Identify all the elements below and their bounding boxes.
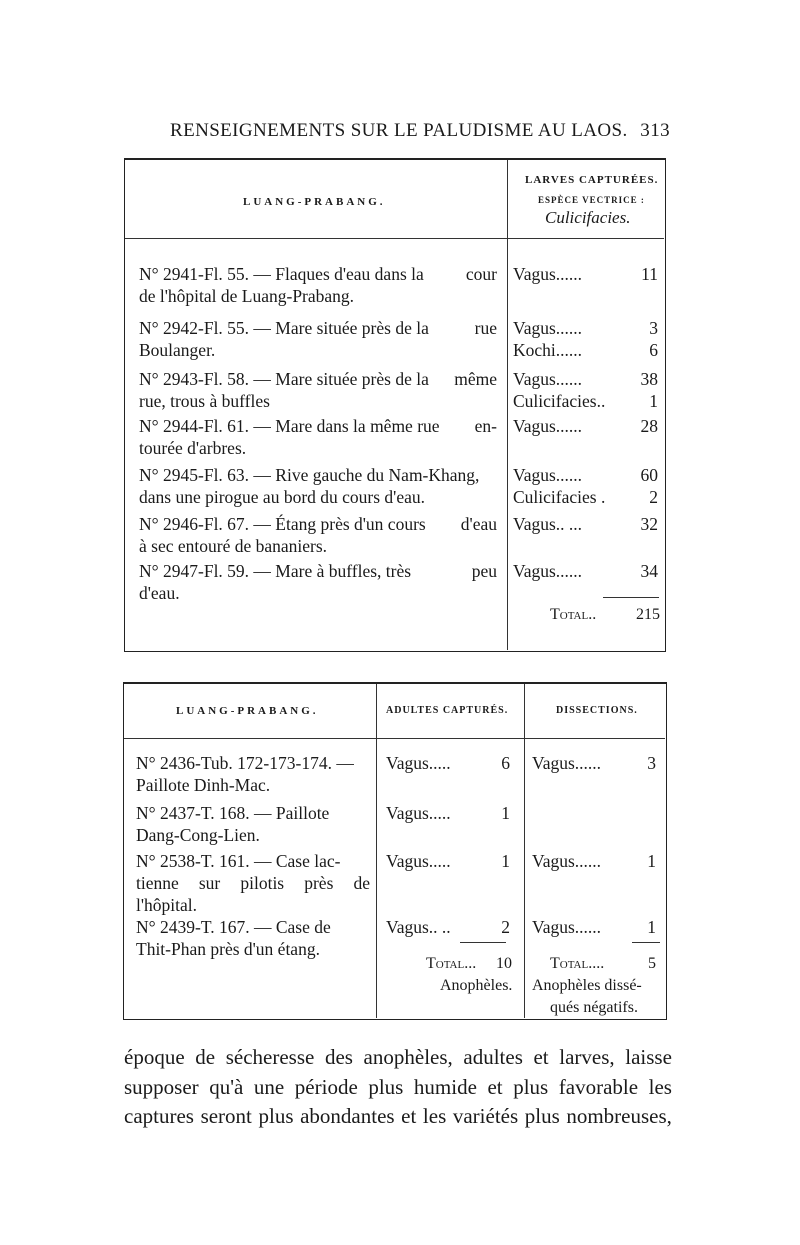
running-header — [170, 120, 670, 146]
table1-entry-line-2: d'eau. — [139, 583, 180, 603]
table1-right-heading: LARVES CAPTURÉES. — [525, 174, 659, 186]
table2-right-total-label: Total.... — [550, 955, 605, 972]
table2-left-heading: LUANG-PRABANG. — [176, 705, 319, 717]
table1-entry — [139, 263, 497, 307]
paragraph-word: humide — [413, 1074, 477, 1099]
table1-entry-text: N° 2941-Fl. 55. — Flaques d'eau dans la — [139, 264, 424, 284]
table1-header-rule — [125, 238, 664, 239]
table2-right-note-2: qués négatifs. — [550, 999, 638, 1016]
table1-species-count — [513, 368, 658, 390]
paragraph-word: période — [294, 1074, 358, 1099]
table2-entry-line: Dang-Cong-Lien. — [136, 825, 260, 845]
adults-count: 1 — [501, 851, 510, 871]
table1-entry-text: N° 2945-Fl. 63. — Rive gauche du Nam-Khang, — [139, 465, 480, 485]
table2-adults-cell — [386, 916, 510, 938]
table1-entry-line-2: à sec entouré de bananiers. — [139, 536, 328, 556]
paragraph-word: les — [422, 1104, 447, 1128]
paragraph-word: anophèles, — [363, 1045, 453, 1069]
paragraph-word: variétés — [452, 1104, 519, 1128]
paragraph-word: plus — [524, 1104, 560, 1128]
table1-entry — [139, 513, 497, 557]
table1-species-count — [513, 390, 658, 412]
species-name: Vagus...... — [513, 369, 583, 389]
table1-species-count — [513, 263, 658, 285]
species-name: Vagus.. ... — [513, 514, 583, 534]
species-count: 60 — [640, 465, 658, 485]
header-title: RENSEIGNEMENTS SUR LE PALUDISME AU LAOS. — [170, 120, 628, 141]
paragraph-word: captures — [124, 1104, 194, 1128]
table2-entry — [136, 802, 370, 846]
table1-entry — [139, 317, 497, 361]
paragraph-word: une — [253, 1074, 285, 1099]
paragraph-word: nombreuses, — [566, 1104, 672, 1128]
table2-entry-line: N° 2439-T. 167. — Case de — [136, 917, 331, 937]
table1-total-rule — [603, 597, 659, 598]
table1-capture-cell — [513, 560, 658, 582]
species-name: Vagus...... — [513, 318, 583, 338]
table1-left-heading: LUANG-PRABANG. — [243, 196, 386, 208]
table1-entry-text-end: peu — [471, 561, 497, 581]
table2-entry — [136, 850, 370, 916]
table2-adults-cell — [386, 802, 510, 824]
table1-species-count — [513, 560, 658, 582]
table2-header-rule — [124, 738, 665, 739]
adults-species: Vagus..... — [386, 803, 451, 823]
table1-total-value: 215 — [636, 606, 660, 623]
species-count: 1 — [649, 391, 658, 411]
paragraph-line — [124, 1102, 672, 1132]
table1-species-name: Culicifacies. — [545, 208, 631, 227]
table2-entry-line: N° 2437-T. 168. — Paillote — [136, 803, 330, 823]
table1-entry-line-2: tourée d'arbres. — [139, 438, 247, 458]
table1-species-count — [513, 464, 658, 486]
species-name: Kochi...... — [513, 340, 583, 360]
table2-mid-total-rule — [460, 942, 506, 943]
dissection-species: Vagus...... — [532, 851, 602, 871]
table1-entry — [139, 464, 497, 508]
dissection-count: 1 — [647, 917, 656, 937]
table1-entry-text-end: en- — [474, 416, 497, 436]
table1-entry-text: N° 2946-Fl. 67. — Étang près d'un cours — [139, 514, 426, 534]
body-paragraph — [124, 1043, 672, 1132]
table1-capture-cell — [513, 415, 658, 437]
species-name: Vagus...... — [513, 561, 583, 581]
paragraph-word: supposer — [124, 1074, 199, 1099]
species-name: Culicifacies.. — [513, 391, 606, 411]
table1-entry-text-end: d'eau — [460, 514, 497, 534]
page-number: 313 — [640, 120, 670, 141]
paragraph-word: les — [648, 1074, 672, 1099]
species-count: 11 — [641, 264, 658, 284]
table1-capture-cell — [513, 368, 658, 412]
paragraph-word: de — [195, 1045, 216, 1069]
table2-entry-line: l'hôpital. — [136, 895, 197, 915]
table1-entry-text: N° 2944-Fl. 61. — Mare dans la même rue — [139, 416, 440, 436]
table1-entry-text-end: rue — [474, 318, 497, 338]
paragraph-word: larves, — [559, 1045, 615, 1069]
paragraph-word: seront — [200, 1104, 252, 1128]
table2-entry-line: N° 2538-T. 161. — Case lac- — [136, 851, 341, 871]
table2-right-total-rule — [632, 942, 660, 943]
table2-entry-line: tienne sur pilotis près de — [136, 873, 370, 893]
dissection-count: 3 — [647, 753, 656, 773]
paragraph-word: plus — [513, 1074, 549, 1099]
table1-species-count — [513, 415, 658, 437]
table1-entry-line-2: rue, trous à buffles — [139, 391, 270, 411]
table1-capture-cell — [513, 317, 658, 361]
species-name: Culicifacies . — [513, 487, 606, 507]
dissection-count: 1 — [647, 851, 656, 871]
table2-dissection-cell — [532, 752, 656, 774]
table1-entry-line-1 — [139, 560, 497, 582]
table1-species-label: ESPÈCE VECTRICE : — [538, 195, 645, 205]
species-count: 38 — [640, 369, 658, 389]
species-count: 3 — [649, 318, 658, 338]
table1-entry-line-1 — [139, 263, 497, 285]
paragraph-word: et — [533, 1045, 549, 1069]
species-count: 32 — [640, 514, 658, 534]
table1-entry-line-2: dans une pirogue au bord du cours d'eau. — [139, 487, 425, 507]
paragraph-word: qu'à — [209, 1074, 244, 1099]
table2-mid-total — [426, 955, 512, 973]
species-name: Vagus...... — [513, 264, 583, 284]
species-name: Vagus...... — [513, 465, 583, 485]
table1-entry-line-1 — [139, 513, 497, 535]
species-name: Vagus...... — [513, 416, 583, 436]
species-count: 2 — [649, 487, 658, 507]
table1-entry-line-1 — [139, 415, 497, 437]
dissection-species: Vagus...... — [532, 753, 602, 773]
table1-species-count — [513, 339, 658, 361]
table2-right-note-1: Anophèles dissé- — [532, 977, 642, 994]
paragraph-word: adultes — [463, 1045, 523, 1069]
table1-entry-text-end: cour — [465, 264, 497, 284]
paragraph-word: plus — [258, 1104, 294, 1128]
table2-middle-heading: ADULTES CAPTURÉS. — [386, 705, 509, 716]
table2-right-heading: DISSECTIONS. — [556, 705, 638, 716]
table1-entry-line-2: Boulanger. — [139, 340, 216, 360]
species-count: 28 — [640, 416, 658, 436]
paragraph-line — [124, 1073, 672, 1103]
table1-entry-text: N° 2947-Fl. 59. — Mare à buffles, très — [139, 561, 412, 581]
table1-entry-line-1 — [139, 464, 497, 486]
paragraph-word: époque — [124, 1045, 185, 1069]
paragraph-word: et — [401, 1104, 417, 1128]
paragraph-word: sécheresse — [225, 1045, 315, 1069]
table1-capture-cell — [513, 513, 658, 535]
table1-entry-line-1 — [139, 368, 497, 390]
table1-species-count — [513, 317, 658, 339]
table1-total-label: Total.. — [550, 606, 597, 623]
table2-entry-line: Paillote Dinh-Mac. — [136, 775, 271, 795]
table2-adults-cell — [386, 850, 510, 872]
table1-entry-text: N° 2943-Fl. 58. — Mare située près de la — [139, 369, 429, 389]
table2-entry-line: N° 2436-Tub. 172-173-174. — — [136, 753, 354, 773]
species-count: 34 — [640, 561, 658, 581]
adults-species: Vagus.. .. — [386, 917, 451, 937]
adults-table — [123, 682, 667, 1020]
table2-dissection-cell — [532, 916, 656, 938]
table2-entry-line: Thit-Phan près d'un étang. — [136, 939, 320, 959]
paragraph-word: et — [487, 1074, 503, 1099]
table2-divider-1 — [376, 684, 377, 1018]
dissection-species: Vagus...... — [532, 917, 602, 937]
table1-capture-cell — [513, 464, 658, 508]
paragraph-word: plus — [368, 1074, 404, 1099]
table2-adults-cell — [386, 752, 510, 774]
table2-mid-total-value: 10 — [496, 955, 512, 972]
table1-entry — [139, 415, 497, 459]
table1-entry-line-2: de l'hôpital de Luang-Prabang. — [139, 286, 355, 306]
table2-entry — [136, 752, 370, 796]
table1-entry — [139, 560, 497, 604]
table2-mid-total-label: Total... — [426, 955, 477, 972]
table2-divider-2 — [524, 684, 525, 1018]
paragraph-word: abondantes — [300, 1104, 395, 1128]
table2-dissection-cell — [532, 850, 656, 872]
paragraph-word: des — [324, 1045, 353, 1069]
table1-entry-line-1 — [139, 317, 497, 339]
adults-species: Vagus..... — [386, 851, 451, 871]
adults-count: 1 — [501, 803, 510, 823]
table1-entry-text: N° 2942-Fl. 55. — Mare située près de la — [139, 318, 429, 338]
species-count: 6 — [649, 340, 658, 360]
paragraph-line — [124, 1043, 672, 1073]
table1-capture-cell — [513, 263, 658, 285]
paragraph-word: favorable — [558, 1074, 639, 1099]
adults-species: Vagus..... — [386, 753, 451, 773]
table1-entry-text-end: même — [454, 369, 497, 389]
table1-total — [550, 606, 660, 624]
table1-entry — [139, 368, 497, 412]
table2-mid-note: Anophèles. — [440, 977, 513, 994]
adults-count: 6 — [501, 753, 510, 773]
paragraph-word: laisse — [625, 1045, 672, 1069]
table2-entry — [136, 916, 370, 960]
table1-column-divider — [507, 160, 508, 650]
table2-right-total — [550, 955, 656, 973]
table1-species-count — [513, 513, 658, 535]
table1-species-count — [513, 486, 658, 508]
table2-right-total-value: 5 — [648, 955, 656, 972]
larvae-table — [124, 158, 666, 652]
adults-count: 2 — [501, 917, 510, 937]
